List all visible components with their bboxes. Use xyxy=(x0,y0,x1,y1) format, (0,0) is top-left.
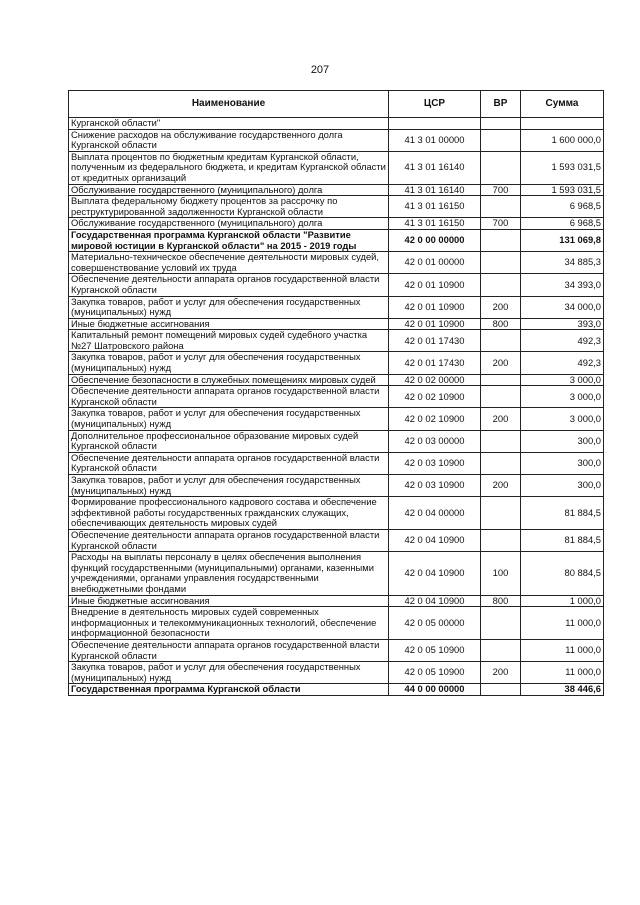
table-row xyxy=(69,196,604,218)
row-name-cell: Курганской области" xyxy=(69,118,389,130)
row-csr-cell: 42 0 01 10900 xyxy=(389,318,481,330)
row-sum-cell: 11 000,0 xyxy=(521,607,604,640)
row-csr-cell: 41 3 01 16140 xyxy=(389,151,481,184)
row-sum-cell: 38 446,6 xyxy=(521,684,604,696)
row-csr-cell: 42 0 02 10900 xyxy=(389,408,481,430)
row-csr-cell: 41 3 01 16140 xyxy=(389,184,481,196)
row-csr-cell: 42 0 01 00000 xyxy=(389,252,481,274)
row-vr-cell xyxy=(481,374,521,386)
row-name-cell: Иные бюджетные ассигнования xyxy=(69,595,389,607)
table-row xyxy=(69,430,604,452)
table-row xyxy=(69,151,604,184)
row-sum-cell: 131 069,8 xyxy=(521,229,604,251)
table-row xyxy=(69,129,604,151)
row-csr-cell: 42 0 04 00000 xyxy=(389,497,481,530)
row-vr-cell xyxy=(481,497,521,530)
row-name-cell: Расходы на выплаты персоналу в целях обеспечения выполнения функций государственными (муниципальными) органами, казенными учреждениями, органами управления государственными внебюджетными фондами xyxy=(69,552,389,595)
header-name: Наименование xyxy=(69,91,389,118)
row-vr-cell xyxy=(481,452,521,474)
row-sum-cell: 300,0 xyxy=(521,475,604,497)
row-csr-cell: 42 0 04 10900 xyxy=(389,529,481,551)
table-row xyxy=(69,218,604,230)
row-sum-cell: 300,0 xyxy=(521,452,604,474)
row-vr-cell: 200 xyxy=(481,296,521,318)
table-row xyxy=(69,662,604,684)
table-row xyxy=(69,296,604,318)
page-number: 207 xyxy=(310,64,330,76)
row-vr-cell xyxy=(481,196,521,218)
row-vr-cell xyxy=(481,118,521,130)
row-name-cell: Государственная программа Курганской области xyxy=(69,684,389,696)
row-csr-cell: 42 0 01 17430 xyxy=(389,330,481,352)
row-csr-cell: 42 0 03 00000 xyxy=(389,430,481,452)
table-row xyxy=(69,607,604,640)
header-sum: Сумма xyxy=(521,91,604,118)
table-row xyxy=(69,452,604,474)
table-row xyxy=(69,529,604,551)
table-row xyxy=(69,595,604,607)
row-sum-cell: 1 593 031,5 xyxy=(521,151,604,184)
table-row xyxy=(69,639,604,661)
row-vr-cell xyxy=(481,229,521,251)
row-csr-cell: 42 0 04 10900 xyxy=(389,595,481,607)
row-csr-cell: 42 0 05 10900 xyxy=(389,639,481,661)
row-sum-cell: 81 884,5 xyxy=(521,497,604,530)
table-row xyxy=(69,274,604,296)
row-csr-cell: 42 0 01 17430 xyxy=(389,352,481,374)
row-vr-cell xyxy=(481,330,521,352)
table-row xyxy=(69,684,604,696)
row-sum-cell: 1 593 031,5 xyxy=(521,184,604,196)
row-name-cell: Иные бюджетные ассигнования xyxy=(69,318,389,330)
row-csr-cell: 42 0 03 10900 xyxy=(389,475,481,497)
row-csr-cell: 42 0 01 10900 xyxy=(389,274,481,296)
budget-table xyxy=(68,90,604,696)
header-csr: ЦСР xyxy=(389,91,481,118)
row-vr-cell: 200 xyxy=(481,475,521,497)
table-row xyxy=(69,497,604,530)
row-sum-cell: 1 000,0 xyxy=(521,595,604,607)
row-vr-cell: 200 xyxy=(481,408,521,430)
row-sum-cell xyxy=(521,118,604,130)
row-vr-cell: 100 xyxy=(481,552,521,595)
row-sum-cell: 492,3 xyxy=(521,352,604,374)
table-row xyxy=(69,229,604,251)
row-name-cell: Закупка товаров, работ и услуг для обеспечения государственных (муниципальных) нужд xyxy=(69,352,389,374)
table-header-row xyxy=(69,91,604,118)
row-sum-cell: 492,3 xyxy=(521,330,604,352)
table-row xyxy=(69,475,604,497)
row-name-cell: Обслуживание государственного (муниципального) долга xyxy=(69,218,389,230)
row-name-cell: Закупка товаров, работ и услуг для обеспечения государственных (муниципальных) нужд xyxy=(69,296,389,318)
row-sum-cell: 34 885,3 xyxy=(521,252,604,274)
table-row xyxy=(69,408,604,430)
row-name-cell: Государственная программа Курганской области "Развитие мировой юстиции в Курганской области" на 2015 - 2019 годы xyxy=(69,229,389,251)
row-name-cell: Закупка товаров, работ и услуг для обеспечения государственных (муниципальных) нужд xyxy=(69,475,389,497)
row-csr-cell: 44 0 00 00000 xyxy=(389,684,481,696)
row-name-cell: Обеспечение безопасности в служебных помещениях мировых судей xyxy=(69,374,389,386)
row-sum-cell: 6 968,5 xyxy=(521,196,604,218)
row-name-cell: Обеспечение деятельности аппарата органов государственной власти Курганской области xyxy=(69,386,389,408)
row-name-cell: Обслуживание государственного (муниципального) долга xyxy=(69,184,389,196)
row-vr-cell xyxy=(481,151,521,184)
row-csr-cell: 42 0 03 10900 xyxy=(389,452,481,474)
row-vr-cell: 700 xyxy=(481,184,521,196)
row-vr-cell: 800 xyxy=(481,318,521,330)
row-csr-cell: 42 0 05 10900 xyxy=(389,662,481,684)
row-vr-cell xyxy=(481,607,521,640)
row-sum-cell: 3 000,0 xyxy=(521,374,604,386)
row-sum-cell: 1 600 000,0 xyxy=(521,129,604,151)
row-csr-cell: 42 0 02 00000 xyxy=(389,374,481,386)
table-row xyxy=(69,352,604,374)
table-row xyxy=(69,252,604,274)
table-row xyxy=(69,330,604,352)
table-row xyxy=(69,386,604,408)
row-vr-cell xyxy=(481,684,521,696)
row-sum-cell: 11 000,0 xyxy=(521,639,604,661)
row-name-cell: Дополнительное профессиональное образование мировых судей Курганской области xyxy=(69,430,389,452)
row-vr-cell: 700 xyxy=(481,218,521,230)
row-name-cell: Закупка товаров, работ и услуг для обеспечения государственных (муниципальных) нужд xyxy=(69,408,389,430)
row-name-cell: Внедрение в деятельность мировых судей современных информационных и телекоммуникационных технологий, обеспечение информационной безопасности xyxy=(69,607,389,640)
row-vr-cell xyxy=(481,386,521,408)
row-name-cell: Выплата федеральному бюджету процентов за рассрочку по реструктурированной задолженности Курганской области xyxy=(69,196,389,218)
table-row xyxy=(69,184,604,196)
table-row xyxy=(69,318,604,330)
row-name-cell: Обеспечение деятельности аппарата органов государственной власти Курганской области xyxy=(69,639,389,661)
table-row xyxy=(69,118,604,130)
row-csr-cell: 42 0 00 00000 xyxy=(389,229,481,251)
row-sum-cell: 34 393,0 xyxy=(521,274,604,296)
row-sum-cell: 80 884,5 xyxy=(521,552,604,595)
row-name-cell: Материально-техническое обеспечение деятельности мировых судей, совершенствование условий их труда xyxy=(69,252,389,274)
row-vr-cell xyxy=(481,129,521,151)
row-csr-cell: 41 3 01 16150 xyxy=(389,196,481,218)
row-sum-cell: 3 000,0 xyxy=(521,386,604,408)
row-vr-cell xyxy=(481,430,521,452)
row-name-cell: Формирование профессионального кадрового состава и обеспечение эффективной работы государственных гражданских служащих, обеспечивающих деятельность мировых судей xyxy=(69,497,389,530)
row-vr-cell xyxy=(481,252,521,274)
row-name-cell: Выплата процентов по бюджетным кредитам Курганской области, полученным из федерального бюджета, и кредитам Курганской области от кредитных организаций xyxy=(69,151,389,184)
row-name-cell: Капитальный ремонт помещений мировых судей судебного участка №27 Шатровского района xyxy=(69,330,389,352)
row-sum-cell: 34 000,0 xyxy=(521,296,604,318)
row-vr-cell: 200 xyxy=(481,352,521,374)
row-vr-cell xyxy=(481,529,521,551)
row-csr-cell xyxy=(389,118,481,130)
row-csr-cell: 42 0 04 10900 xyxy=(389,552,481,595)
header-vr: ВР xyxy=(481,91,521,118)
row-vr-cell xyxy=(481,274,521,296)
row-name-cell: Закупка товаров, работ и услуг для обеспечения государственных (муниципальных) нужд xyxy=(69,662,389,684)
row-sum-cell: 393,0 xyxy=(521,318,604,330)
row-csr-cell: 41 3 01 00000 xyxy=(389,129,481,151)
row-csr-cell: 41 3 01 16150 xyxy=(389,218,481,230)
row-name-cell: Снижение расходов на обслуживание государственного долга Курганской области xyxy=(69,129,389,151)
table-row xyxy=(69,552,604,595)
row-sum-cell: 300,0 xyxy=(521,430,604,452)
row-sum-cell: 11 000,0 xyxy=(521,662,604,684)
row-csr-cell: 42 0 05 00000 xyxy=(389,607,481,640)
table-row xyxy=(69,374,604,386)
row-csr-cell: 42 0 01 10900 xyxy=(389,296,481,318)
row-name-cell: Обеспечение деятельности аппарата органов государственной власти Курганской области xyxy=(69,452,389,474)
row-vr-cell: 200 xyxy=(481,662,521,684)
row-sum-cell: 3 000,0 xyxy=(521,408,604,430)
table-body xyxy=(69,118,604,696)
row-name-cell: Обеспечение деятельности аппарата органов государственной власти Курганской области xyxy=(69,529,389,551)
row-sum-cell: 6 968,5 xyxy=(521,218,604,230)
row-vr-cell: 800 xyxy=(481,595,521,607)
row-name-cell: Обеспечение деятельности аппарата органов государственной власти Курганской области xyxy=(69,274,389,296)
row-csr-cell: 42 0 02 10900 xyxy=(389,386,481,408)
row-vr-cell xyxy=(481,639,521,661)
row-sum-cell: 81 884,5 xyxy=(521,529,604,551)
